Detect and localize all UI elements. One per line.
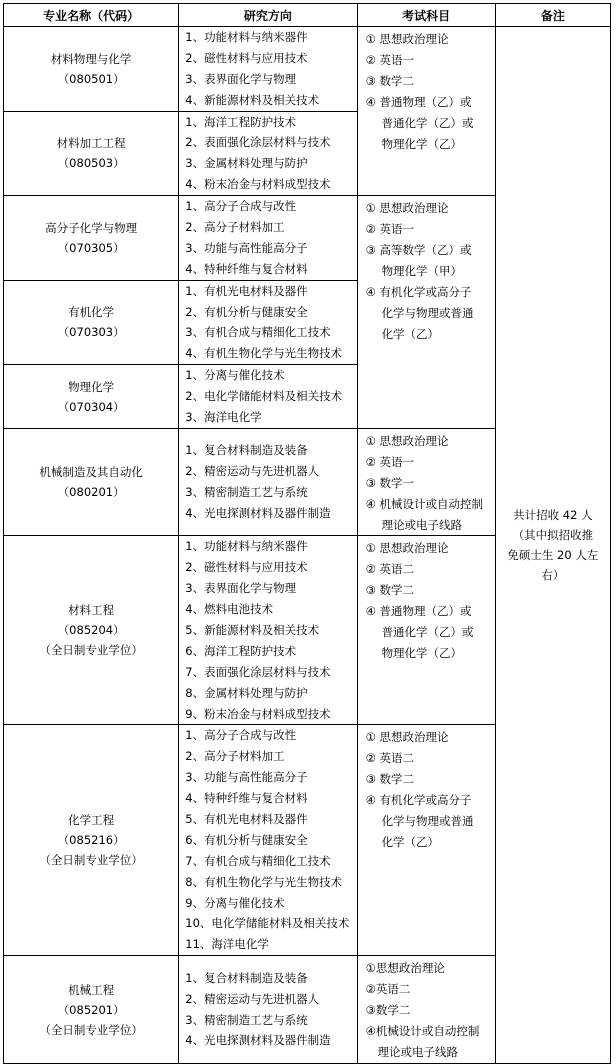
exam-item: 物理化学（甲） (381, 263, 463, 278)
direction-item: 2、高分子材料加工 (185, 220, 285, 235)
direction-item: 1、高分子合成与改性 (185, 728, 297, 743)
direction-item: 2、磁性材料与应用技术 (185, 50, 308, 65)
direction-cell (179, 956, 357, 1064)
direction-item: 3、功能与高性能高分子 (185, 770, 308, 785)
direction-item: 3、金属材料处理与防护 (185, 156, 308, 171)
major-name: 材料物理与化学 (50, 51, 132, 66)
note-line: 右） (541, 567, 565, 582)
exam-item: 理论或电子线路 (381, 517, 463, 532)
header-direction: 研究方向 (179, 4, 357, 27)
direction-item: 6、有机分析与健康安全 (185, 832, 308, 847)
major-name: 材料工程 (68, 603, 115, 618)
major-name: 有机化学 (68, 305, 115, 320)
major-code: （085216） (57, 833, 125, 848)
direction-item: 11、海洋电化学 (185, 937, 269, 952)
direction-item: 3、精密制造工艺与系统 (185, 485, 308, 500)
direction-item: 8、有机生物化学与光生物技术 (185, 874, 343, 889)
table-row (4, 27, 611, 112)
major-code: （070304） (57, 399, 125, 414)
exam-cell (357, 725, 495, 956)
direction-item: 4、粉末冶金与材料成型技术 (185, 177, 331, 192)
exam-item: ② 英语一 (365, 52, 415, 67)
exam-item: 物理化学（乙） (381, 645, 463, 660)
exam-item: ③ 数学二 (365, 583, 415, 598)
exam-item: ① 思想政治理论 (365, 541, 449, 556)
direction-item: 4、特种纤维与复合材料 (185, 261, 308, 276)
direction-item: 3、表界面化学与物理 (185, 71, 297, 86)
direction-item: 3、功能与高性能高分子 (185, 240, 308, 255)
exam-cell (357, 536, 495, 725)
exam-item: 化学（乙） (381, 835, 440, 849)
direction-item: 3、有机合成与精细化工技术 (185, 325, 331, 340)
exam-item: 普通化学（乙）或 (381, 115, 474, 130)
direction-item: 2、磁性材料与应用技术 (185, 560, 308, 575)
exam-item: ④ 有机化学或高分子 (365, 284, 472, 299)
admissions-table (3, 3, 611, 1064)
direction-cell (179, 725, 357, 956)
exam-item: 化学与物理或普通 (381, 305, 474, 320)
direction-item: 1、复合材料制造及装备 (185, 443, 308, 458)
direction-cell (179, 428, 357, 536)
note-line: （其中拟招收推 (512, 527, 594, 542)
direction-item: 2、精密运动与先进机器人 (185, 464, 320, 479)
direction-item: 10、电化学储能材料及相关技术 (185, 916, 350, 931)
major-code: （080201） (57, 485, 125, 500)
exam-item: ② 英语二 (365, 751, 415, 766)
direction-cell (179, 536, 357, 725)
exam-item: 物理化学（乙） (381, 136, 463, 151)
direction-item: 2、有机分析与健康安全 (185, 304, 308, 319)
direction-item: 1、有机光电材料及器件 (185, 283, 308, 298)
major-degree: （全日制专业学位） (39, 853, 143, 868)
major-cell (4, 725, 179, 956)
direction-item: 2、高分子材料加工 (185, 749, 285, 764)
exam-item: ④ 普通物理（乙）或 (365, 94, 472, 109)
header-exam: 考试科目 (357, 4, 495, 27)
direction-item: 4、特种纤维与复合材料 (185, 791, 308, 806)
major-name: 机械制造及其自动化 (39, 465, 143, 480)
exam-item: ② 英语一 (365, 222, 415, 237)
exam-item: 化学与物理或普通 (381, 814, 474, 829)
exam-item: ②英语二 (365, 982, 411, 997)
direction-cell (179, 27, 357, 112)
direction-item: 7、有机合成与精细化工技术 (185, 853, 331, 868)
exam-item: ① 思想政治理论 (365, 730, 449, 745)
major-cell (4, 956, 179, 1064)
direction-item: 4、燃料电池技术 (185, 602, 274, 617)
header-major: 专业名称（代码） (4, 4, 179, 27)
exam-item: ① 思想政治理论 (365, 433, 449, 448)
exam-item: 普通化学（乙）或 (381, 625, 474, 640)
header-note: 备注 (495, 4, 610, 27)
direction-item: 1、海洋工程防护技术 (185, 114, 297, 129)
direction-item: 4、有机生物化学与光生物技术 (185, 346, 343, 361)
direction-item: 5、有机光电材料及器件 (185, 812, 308, 827)
major-code: （070303） (57, 325, 125, 340)
header-row (4, 4, 611, 27)
exam-item: ① 思想政治理论 (365, 201, 449, 216)
exam-cell (357, 27, 495, 196)
exam-cell (357, 428, 495, 536)
direction-item: 1、功能材料与纳米器件 (185, 30, 308, 44)
direction-item: 3、精密制造工艺与系统 (185, 1012, 308, 1027)
exam-item: ② 英语二 (365, 562, 415, 577)
direction-cell (179, 196, 357, 281)
direction-item: 1、高分子合成与改性 (185, 199, 297, 214)
direction-item: 9、粉末冶金与材料成型技术 (185, 706, 331, 721)
direction-item: 6、海洋工程防护技术 (185, 643, 297, 658)
major-name: 机械工程 (68, 982, 115, 997)
major-code: （080501） (57, 71, 125, 86)
note-line: 免硕士生 20 人左 (507, 547, 599, 562)
exam-cell (357, 956, 495, 1064)
major-cell (4, 365, 179, 429)
direction-item: 4、新能源材料及相关技术 (185, 92, 320, 107)
major-cell (4, 428, 179, 536)
exam-item: ④ 普通物理（乙）或 (365, 604, 472, 619)
exam-item: ①思想政治理论 (365, 961, 445, 976)
direction-cell (179, 365, 357, 429)
major-cell (4, 111, 179, 196)
exam-cell (357, 196, 495, 429)
direction-item: 4、光电探测材料及器件制造 (185, 1033, 331, 1048)
exam-item: ① 思想政治理论 (365, 32, 449, 46)
major-cell (4, 280, 179, 365)
direction-item: 7、表面强化涂层材料与技术 (185, 664, 331, 679)
direction-item: 3、表界面化学与物理 (185, 581, 297, 596)
direction-item: 3、海洋电化学 (185, 410, 262, 425)
direction-cell (179, 280, 357, 365)
exam-item: ③ 数学二 (365, 772, 415, 787)
note-line: 共计招收 42 人 (513, 507, 593, 522)
exam-item: ③ 数学二 (365, 73, 415, 88)
exam-item: ③数学二 (365, 1003, 411, 1018)
exam-item: ③ 数学一 (365, 475, 415, 490)
major-name: 物理化学 (68, 379, 115, 394)
major-name: 材料加工工程 (56, 136, 126, 151)
exam-item: ④ 机械设计或自动控制 (365, 496, 484, 511)
direction-item: 4、光电探测材料及器件制造 (185, 506, 331, 521)
exam-item: ② 英语一 (365, 454, 415, 469)
direction-item: 9、分离与催化技术 (185, 895, 285, 910)
exam-item: 理论或电子线路 (377, 1044, 459, 1059)
note-cell (495, 27, 610, 1064)
direction-cell (179, 111, 357, 196)
direction-item: 1、分离与催化技术 (185, 368, 285, 383)
major-cell (4, 196, 179, 281)
major-degree: （全日制专业学位） (39, 643, 143, 658)
major-code: （080503） (57, 156, 125, 171)
major-name: 化学工程 (68, 813, 115, 828)
exam-item: ③ 高等数学（乙）或 (365, 242, 472, 257)
major-degree: （全日制专业学位） (39, 1022, 143, 1037)
direction-item: 2、精密运动与先进机器人 (185, 991, 320, 1006)
direction-item: 1、功能材料与纳米器件 (185, 539, 308, 554)
major-cell (4, 536, 179, 725)
exam-item: ④ 有机化学或高分子 (365, 793, 472, 808)
major-cell (4, 27, 179, 112)
direction-item: 2、电化学储能材料及相关技术 (185, 389, 343, 404)
major-name: 高分子化学与物理 (45, 220, 138, 235)
major-code: （085204） (57, 623, 125, 638)
direction-item: 8、金属材料处理与防护 (185, 685, 308, 700)
exam-item: 化学（乙） (381, 326, 440, 341)
major-code: （085201） (57, 1002, 125, 1017)
major-code: （070305） (57, 240, 125, 255)
direction-item: 5、新能源材料及相关技术 (185, 623, 320, 638)
direction-item: 1、复合材料制造及装备 (185, 970, 308, 985)
direction-item: 2、表面强化涂层材料与技术 (185, 135, 331, 150)
exam-item: ④机械设计或自动控制 (365, 1023, 480, 1038)
